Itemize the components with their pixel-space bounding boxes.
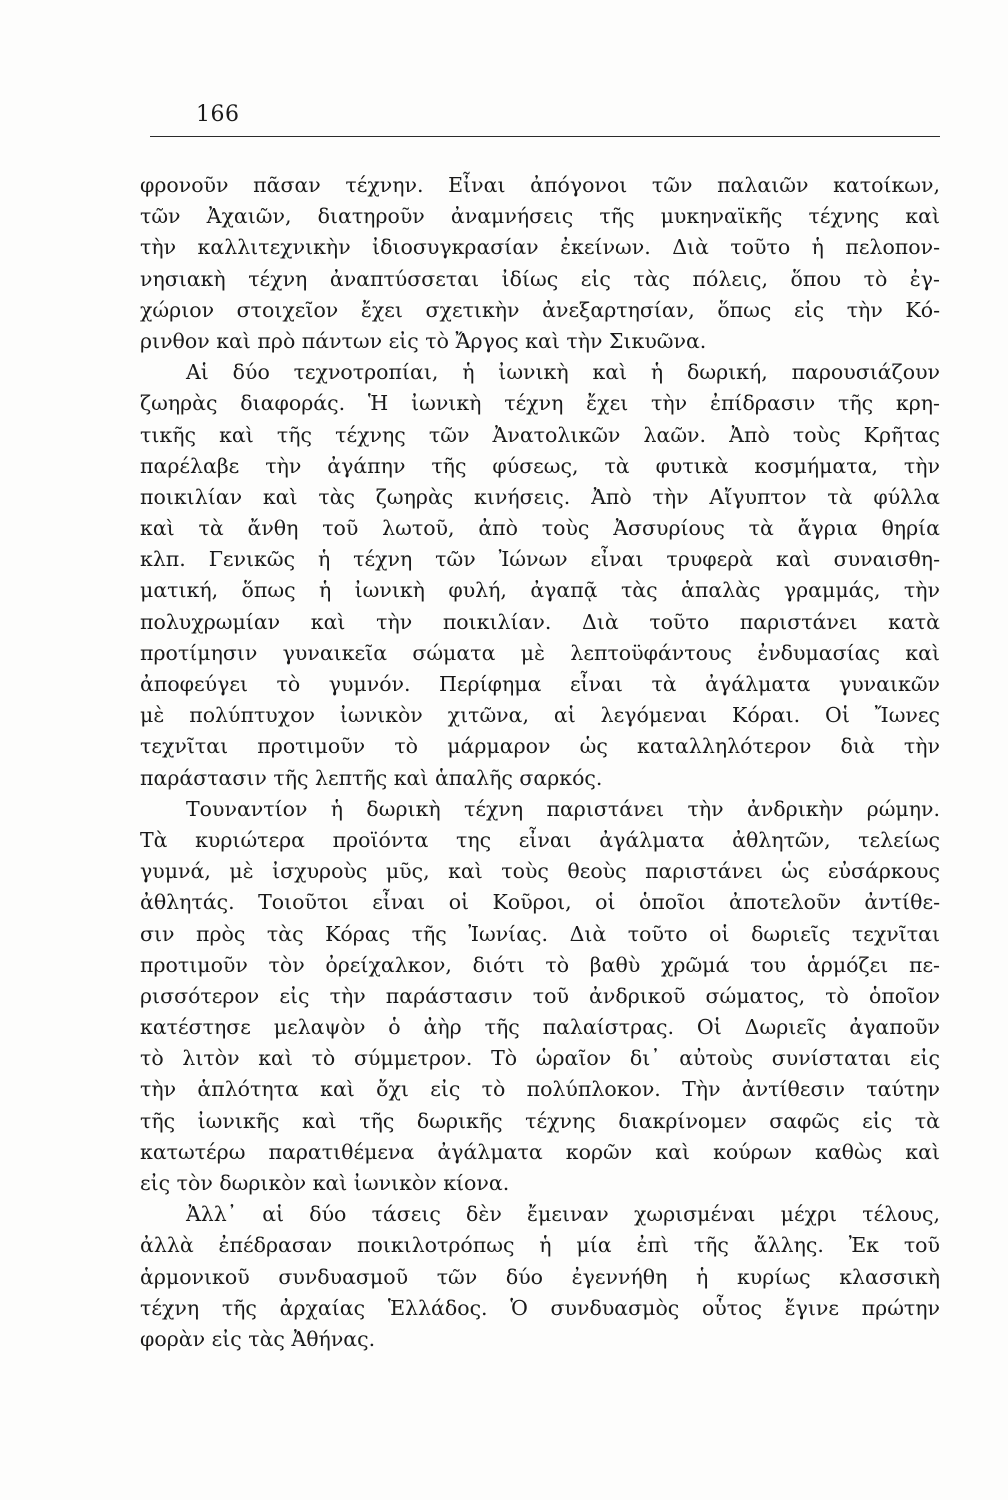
text-line: Ἀλλ᾽ αἱ δύο τάσεις δὲν ἔμειναν χωρισμέναι μέχρι τέλους, xyxy=(186,1202,940,1227)
text-line: ρισσότερον εἰς τὴν παράστασιν τοῦ ἀνδρικοῦ σώματος, τὸ ὁποῖον xyxy=(140,983,940,1008)
text-line: Αἱ δύο τεχνοτροπίαι, ἡ ἰωνικὴ καὶ ἡ δωρική, παρουσιάζουν xyxy=(186,360,940,385)
text-line: καὶ τὰ ἄνθη τοῦ λωτοῦ, ἀπὸ τοὺς Ἀσσυρίους τὰ ἄγρια θηρία xyxy=(140,516,940,541)
header-rule xyxy=(150,136,940,137)
text-line: ζωηρὰς διαφοράς. Ἡ ἰωνικὴ τέχνη ἔχει τὴν ἐπίδρασιν τῆς κρη- xyxy=(140,391,940,416)
text-line: φορὰν εἰς τὰς Ἀθήνας. xyxy=(140,1326,376,1351)
body-text xyxy=(140,170,940,1355)
text-line: ματική, ὅπως ἡ ἰωνικὴ φυλή, ἀγαπᾷ τὰς ἁπαλὰς γραμμάς, τὴν xyxy=(140,578,940,603)
text-line: ἀλλὰ ἐπέδρασαν ποικιλοτρόπως ἡ μία ἐπὶ τῆς ἄλλης. Ἐκ τοῦ xyxy=(140,1233,940,1258)
text-line: σιν πρὸς τὰς Κόρας τῆς Ἰωνίας. Διὰ τοῦτο οἱ δωριεῖς τεχνῖται xyxy=(140,921,940,946)
text-line: τικῆς καὶ τῆς τέχνης τῶν Ἀνατολικῶν λαῶν. Ἀπὸ τοὺς Κρῆτας xyxy=(140,422,940,447)
text-line: προτιμοῦν τὸν ὀρείχαλκον, διότι τὸ βαθὺ χρῶμά του ἁρμόζει πε- xyxy=(140,952,940,977)
text-line: χώριον στοιχεῖον ἔχει σχετικὴν ἀνεξαρτησίαν, ὅπως εἰς τὴν Κό- xyxy=(140,297,940,322)
paragraph xyxy=(140,1199,940,1355)
text-line: παράστασιν τῆς λεπτῆς καὶ ἁπαλῆς σαρκός. xyxy=(140,765,603,790)
paragraph xyxy=(140,794,940,1199)
page-number: 166 xyxy=(196,102,240,127)
text-line: ἀθλητάς. Τοιοῦτοι εἶναι οἱ Κοῦροι, οἱ ὁποῖοι ἀποτελοῦν ἀντίθε- xyxy=(140,890,940,915)
text-line: κλπ. Γενικῶς ἡ τέχνη τῶν Ἰώνων εἶναι τρυφερὰ καὶ συναισθη- xyxy=(140,547,940,572)
text-line: ρινθον καὶ πρὸ πάντων εἰς τὸ Ἄργος καὶ τὴν Σικυῶνα. xyxy=(140,328,707,353)
text-line: κατωτέρω παρατιθέμενα ἀγάλματα κορῶν καὶ κούρων καθὼς καὶ xyxy=(140,1139,940,1164)
text-line: κατέστησε μελαψὸν ὁ ἀὴρ τῆς παλαίστρας. Οἱ Δωριεῖς ἀγαποῦν xyxy=(140,1015,940,1040)
text-line: τὴν καλλιτεχνικὴν ἰδιοσυγκρασίαν ἐκείνων. Διὰ τοῦτο ἡ πελοπον- xyxy=(140,235,940,260)
text-line: τέχνη τῆς ἀρχαίας Ἑλλάδος. Ὁ συνδυασμὸς οὗτος ἔγινε πρώτην xyxy=(140,1295,940,1320)
text-line: Τουναντίον ἡ δωρικὴ τέχνη παριστάνει τὴν ἀνδρικὴν ρώμην. xyxy=(186,796,940,821)
text-line: ἀποφεύγει τὸ γυμνόν. Περίφημα εἶναι τὰ ἀγάλματα γυναικῶν xyxy=(140,672,940,696)
text-line: γυμνά, μὲ ἰσχυροὺς μῦς, καὶ τοὺς θεοὺς παριστάνει ὡς εὐσάρκους xyxy=(140,859,940,884)
text-line: ἁρμονικοῦ συνδυασμοῦ τῶν δύο ἐγεννήθη ἡ κυρίως κλασσικὴ xyxy=(140,1264,940,1289)
text-line: τῆς ἰωνικῆς καὶ τῆς δωρικῆς τέχνης διακρίνομεν σαφῶς εἰς τὰ xyxy=(140,1108,940,1133)
text-line: πολυχρωμίαν καὶ τὴν ποικιλίαν. Διὰ τοῦτο παριστάνει κατὰ xyxy=(140,609,940,634)
text-line: μὲ πολύπτυχον ἰωνικὸν χιτῶνα, αἱ λεγόμεναι Κόραι. Οἱ Ἴωνες xyxy=(140,703,940,728)
text-line: Τὰ κυριώτερα προϊόντα της εἶναι ἀγάλματα ἀθλητῶν, τελείως xyxy=(140,827,940,852)
text-line: φρονοῦν πᾶσαν τέχνην. Εἶναι ἀπόγονοι τῶν παλαιῶν κατοίκων, xyxy=(140,173,940,197)
text-line: νησιακὴ τέχνη ἀναπτύσσεται ἰδίως εἰς τὰς πόλεις, ὅπου τὸ ἐγ- xyxy=(140,266,940,291)
text-line: τὴν ἁπλότητα καὶ ὄχι εἰς τὸ πολύπλοκον. Τὴν ἀντίθεσιν ταύτην xyxy=(140,1077,940,1102)
text-line: εἰς τὸν δωρικὸν καὶ ἰωνικὸν κίονα. xyxy=(140,1171,510,1195)
text-line: ποικιλίαν καὶ τὰς ζωηρὰς κινήσεις. Ἀπὸ τὴν Αἴγυπτον τὰ φύλλα xyxy=(140,484,940,509)
text-line: τὸ λιτὸν καὶ τὸ σύμμετρον. Τὸ ὡραῖον δι᾽ αὐτοὺς συνίσταται εἰς xyxy=(140,1046,940,1071)
text-line: παρέλαβε τὴν ἀγάπην τῆς φύσεως, τὰ φυτικὰ κοσμήματα, τὴν xyxy=(140,453,940,478)
paragraph xyxy=(140,170,940,357)
text-line: προτίμησιν γυναικεῖα σώματα μὲ λεπτοϋφάντους ἐνδυμασίας καὶ xyxy=(140,640,940,665)
paragraph xyxy=(140,357,940,794)
text-line: τῶν Ἀχαιῶν, διατηροῦν ἀναμνήσεις τῆς μυκηναϊκῆς τέχνης καὶ xyxy=(140,204,940,229)
text-line: τεχνῖται προτιμοῦν τὸ μάρμαρον ὡς καταλληλότερον διὰ τὴν xyxy=(140,734,940,759)
